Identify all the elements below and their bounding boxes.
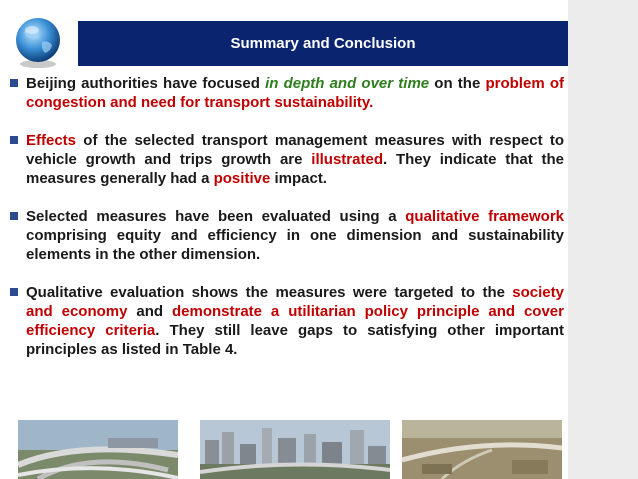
bridge-aerial-photo [402, 420, 562, 479]
bullet-text-segment: . They indicate that the measures generally had a [26, 151, 565, 187]
bullet-list [10, 74, 564, 378]
bullet-text-segment: Effects [26, 132, 77, 149]
square-bullet-icon [10, 136, 18, 144]
bullet-text-segment: Selected measures have been evaluated using a [26, 208, 406, 225]
slide-title: Summary and Conclusion [230, 35, 416, 52]
bullet-text-segment: demonstrate a utilitarian policy principle and cover efficiency criteria [26, 303, 564, 339]
bullet-text-segment: comprising equity and efficiency in one dimension and sustainability elements in the other dimension. [26, 227, 564, 263]
bullet-item [10, 74, 564, 112]
bullet-text-segment: illustrated [311, 151, 383, 168]
bullet-text-segment: of the selected transport management measures with respect to vehicle growth and trips growth are [26, 132, 564, 168]
side-strip [568, 0, 638, 479]
bullet-item [10, 131, 564, 188]
square-bullet-icon [10, 79, 18, 87]
bullet-item [10, 207, 564, 264]
bullet-text-segment: problem of congestion and need for transport sustainability. [26, 75, 564, 111]
square-bullet-icon [10, 288, 18, 296]
bullet-text-segment: society and economy [26, 284, 564, 320]
bullet-text-segment: on the [429, 75, 486, 92]
highway-interchange-photo [18, 420, 178, 479]
bullet-text-segment: qualitative framework [405, 208, 564, 225]
city-skyline-photo [200, 420, 390, 479]
photo-strip [18, 420, 568, 479]
globe-icon [8, 12, 68, 72]
bullet-text-segment: in depth and over time [265, 75, 430, 92]
bullet-text-segment: positive [213, 170, 271, 187]
square-bullet-icon [10, 212, 18, 220]
bullet-text-segment: Beijing authorities have focused [26, 75, 266, 92]
bullet-text-segment: . They still leave gaps to satisfying other important principles as listed in Table 4. [26, 322, 564, 358]
bullet-text-segment: Qualitative evaluation shows the measures were targeted to the [26, 284, 513, 301]
bullet-item [10, 283, 564, 359]
bullet-text-segment: impact. [270, 170, 327, 187]
bullet-text-segment: and [127, 303, 172, 320]
